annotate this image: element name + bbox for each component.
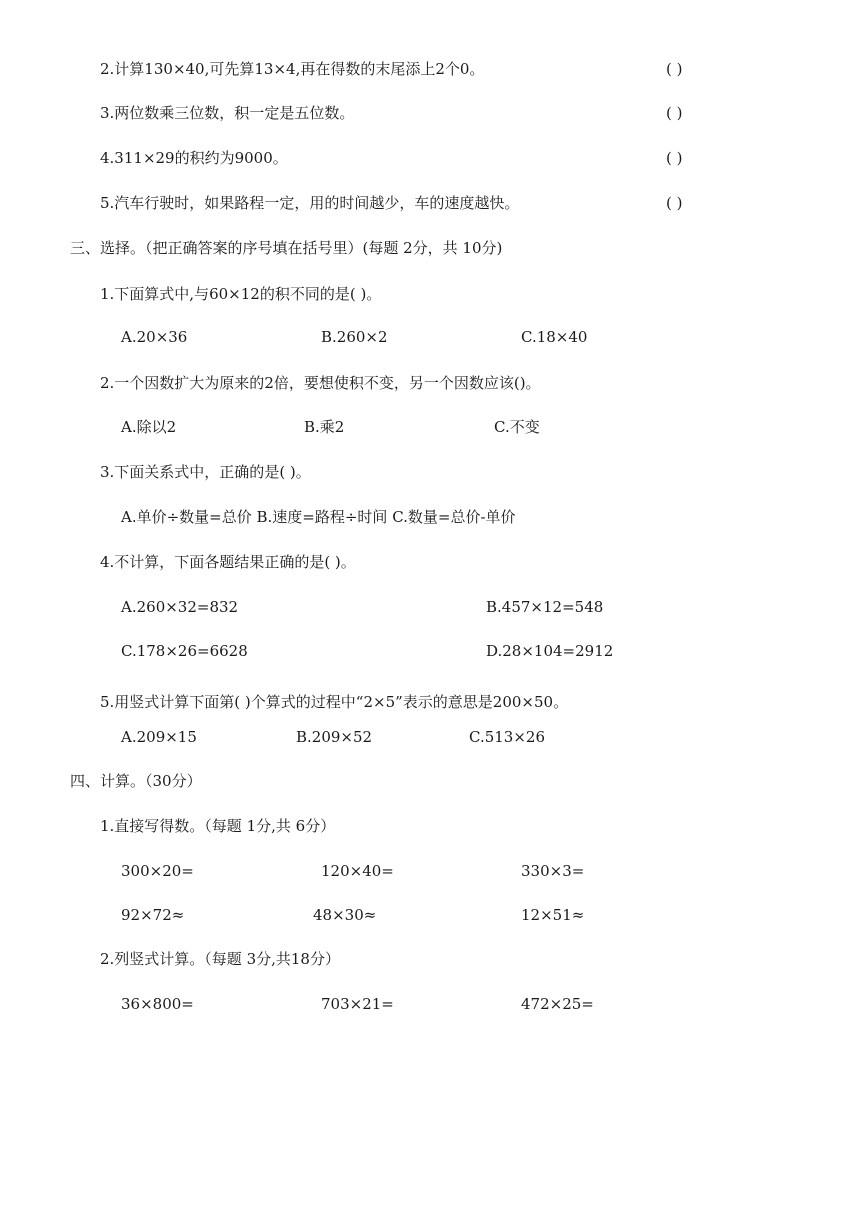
choice-q2-option-a: A.除以2 <box>121 418 177 436</box>
answer-blank-5[interactable]: ( ) <box>666 194 683 212</box>
answer-blank-4[interactable]: ( ) <box>666 149 683 167</box>
calc-item: 92×72≈ <box>121 906 185 924</box>
calc-item: 36×800= <box>121 995 194 1013</box>
calc-part-1-title: 1.直接写得数。（每题 1分,共 6分） <box>100 817 336 835</box>
calc-item: 472×25= <box>521 995 594 1013</box>
choice-q2-option-b: B.乘2 <box>304 418 345 436</box>
choice-question-2: 2.一个因数扩大为原来的2倍，要想使积不变，另一个因数应该()。 <box>100 374 541 392</box>
section-heading-choice: 三、选择。（把正确答案的序号填在括号里）(每题 2分，共 10分) <box>70 239 503 257</box>
choice-q1-option-c: C.18×40 <box>521 328 588 346</box>
choice-q4-option-a: A.260×32=832 <box>121 598 239 616</box>
judgment-item-2: 2.计算130×40,可先算13×4,再在得数的末尾添上2个0。 <box>100 60 485 78</box>
calc-part-2-title: 2.列竖式计算。（每题 3分,共18分） <box>100 950 340 968</box>
choice-question-3: 3.下面关系式中，正确的是( )。 <box>100 463 311 481</box>
answer-blank-2[interactable]: ( ) <box>666 60 683 78</box>
calc-item: 330×3= <box>521 862 585 880</box>
choice-q3-options: A.单价÷数量=总价 B.速度=路程÷时间 C.数量=总价-单价 <box>121 508 516 526</box>
calc-item: 703×21= <box>321 995 394 1013</box>
answer-blank-3[interactable]: ( ) <box>666 104 683 122</box>
choice-question-4: 4.不计算，下面各题结果正确的是( )。 <box>100 553 356 571</box>
choice-q5-option-a: A.209×15 <box>121 728 197 746</box>
choice-q5-option-b: B.209×52 <box>296 728 373 746</box>
choice-q1-option-b: B.260×2 <box>321 328 388 346</box>
section-heading-calc: 四、计算。（30分） <box>70 772 202 790</box>
judgment-item-3: 3.两位数乘三位数，积一定是五位数。 <box>100 104 355 122</box>
calc-item: 120×40= <box>321 862 394 880</box>
choice-question-5: 5.用竖式计算下面第( )个算式的过程中“2×5”表示的意思是200×50。 <box>100 693 569 711</box>
choice-q5-option-c: C.513×26 <box>469 728 545 746</box>
calc-item: 12×51≈ <box>521 906 585 924</box>
judgment-item-5: 5.汽车行驶时，如果路程一定，用的时间越少，车的速度越快。 <box>100 194 520 212</box>
calc-item: 300×20= <box>121 862 194 880</box>
choice-q4-option-c: C.178×26=6628 <box>121 642 248 660</box>
judgment-item-4: 4.311×29的积约为9000。 <box>100 149 288 167</box>
choice-q2-option-c: C.不变 <box>494 418 540 436</box>
choice-q4-option-b: B.457×12=548 <box>486 598 604 616</box>
choice-question-1: 1.下面算式中,与60×12的积不同的是( )。 <box>100 285 382 303</box>
calc-item: 48×30≈ <box>313 906 377 924</box>
choice-q4-option-d: D.28×104=2912 <box>486 642 614 660</box>
choice-q1-option-a: A.20×36 <box>121 328 188 346</box>
